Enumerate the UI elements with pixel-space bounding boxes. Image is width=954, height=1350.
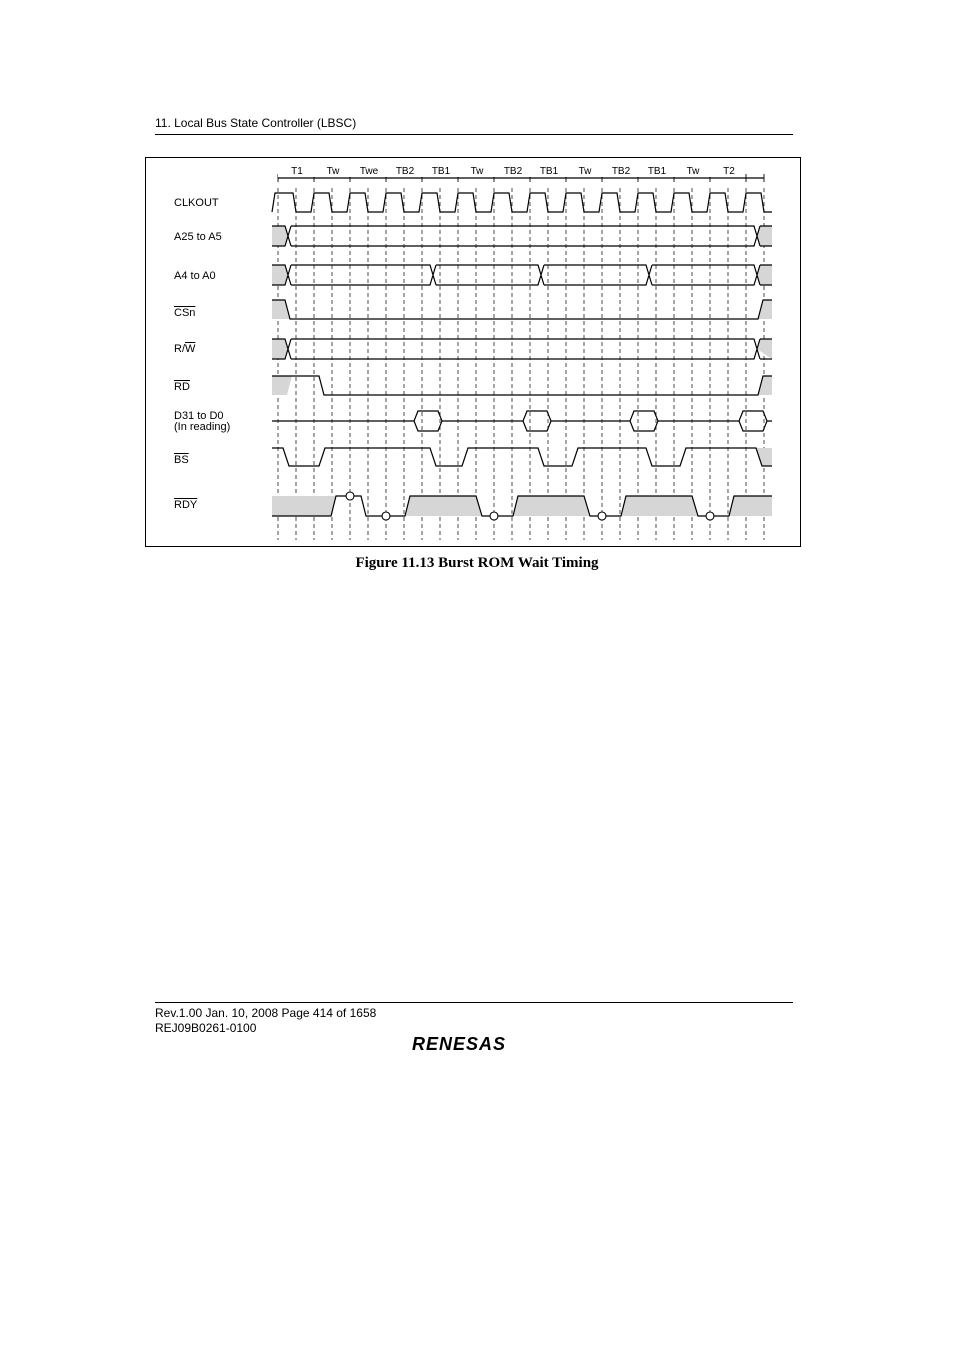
cycle-label: TB2 — [494, 166, 532, 177]
bs-wave — [272, 448, 772, 466]
cycle-label: T2 — [716, 166, 742, 177]
cycle-label: TB1 — [422, 166, 460, 177]
page-header: 11. Local Bus State Controller (LBSC) — [155, 116, 357, 130]
timing-diagram — [145, 157, 801, 547]
label-a4-a0: A4 to A0 — [174, 270, 216, 282]
cycle-label: TB1 — [638, 166, 676, 177]
cycle-label: Tw — [314, 166, 352, 177]
label-bs: $\overline{BS}$ — [174, 454, 189, 466]
label-d31-d0: D31 to D0 — [174, 410, 224, 422]
rdy-sample-marker-4 — [598, 512, 606, 520]
renesas-logo — [412, 1033, 534, 1055]
logo-text: RENESAS — [412, 1034, 507, 1054]
figure-caption: Figure 11.13 Burst ROM Wait Timing — [355, 555, 599, 571]
rdy-sample-marker-2 — [382, 512, 390, 520]
label-a25-a5: A25 to A5 — [174, 231, 222, 243]
a4-bus — [272, 265, 772, 285]
grid-lines — [278, 188, 764, 540]
rdy-sample-marker-1 — [346, 492, 354, 500]
rdy-sample-marker-3 — [490, 512, 498, 520]
label-rdy: $\overline{RDY}$ — [174, 499, 198, 511]
rdy-sample-marker-5 — [706, 512, 714, 520]
header-rule — [155, 134, 793, 135]
cycle-label: Tw — [458, 166, 496, 177]
rdy-hatch-4 — [621, 496, 698, 516]
label-clkout: CLKOUT — [174, 197, 219, 209]
label-rd: $\overline{RD}$ — [174, 381, 190, 393]
clkout-wave — [272, 193, 772, 212]
rdy-hatch-2 — [405, 496, 482, 516]
rdy-hatch-3 — [513, 496, 590, 516]
cycle-label: TB1 — [530, 166, 568, 177]
footer-doc-number: REJ09B0261-0100 — [155, 1021, 257, 1035]
footer-rule — [155, 1002, 793, 1003]
rw-bus — [272, 339, 772, 359]
label-csn: $\overline{CSn}$ — [174, 307, 196, 319]
cycle-label: T1 — [278, 166, 316, 177]
cycle-label: Tw — [566, 166, 604, 177]
cycle-label: TB2 — [602, 166, 640, 177]
rd-wave — [272, 376, 772, 395]
rdy-hatch-5 — [729, 496, 772, 516]
label-rw-read: R/ — [174, 343, 185, 355]
label-rw-write: $\overline{W}$ — [185, 343, 196, 355]
rdy-hatch-1 — [272, 496, 336, 516]
waveform-svg — [146, 158, 800, 546]
a25-bus — [272, 226, 772, 246]
cycle-label: Tw — [674, 166, 712, 177]
footer-revision: Rev.1.00 Jan. 10, 2008 Page 414 of 1658 — [155, 1006, 377, 1020]
csn-wave — [272, 300, 772, 319]
label-in-reading: (In reading) — [174, 421, 231, 433]
cycle-label: TB2 — [386, 166, 424, 177]
rd-hatch-left — [272, 376, 292, 395]
cycle-label: Twe — [350, 166, 388, 177]
